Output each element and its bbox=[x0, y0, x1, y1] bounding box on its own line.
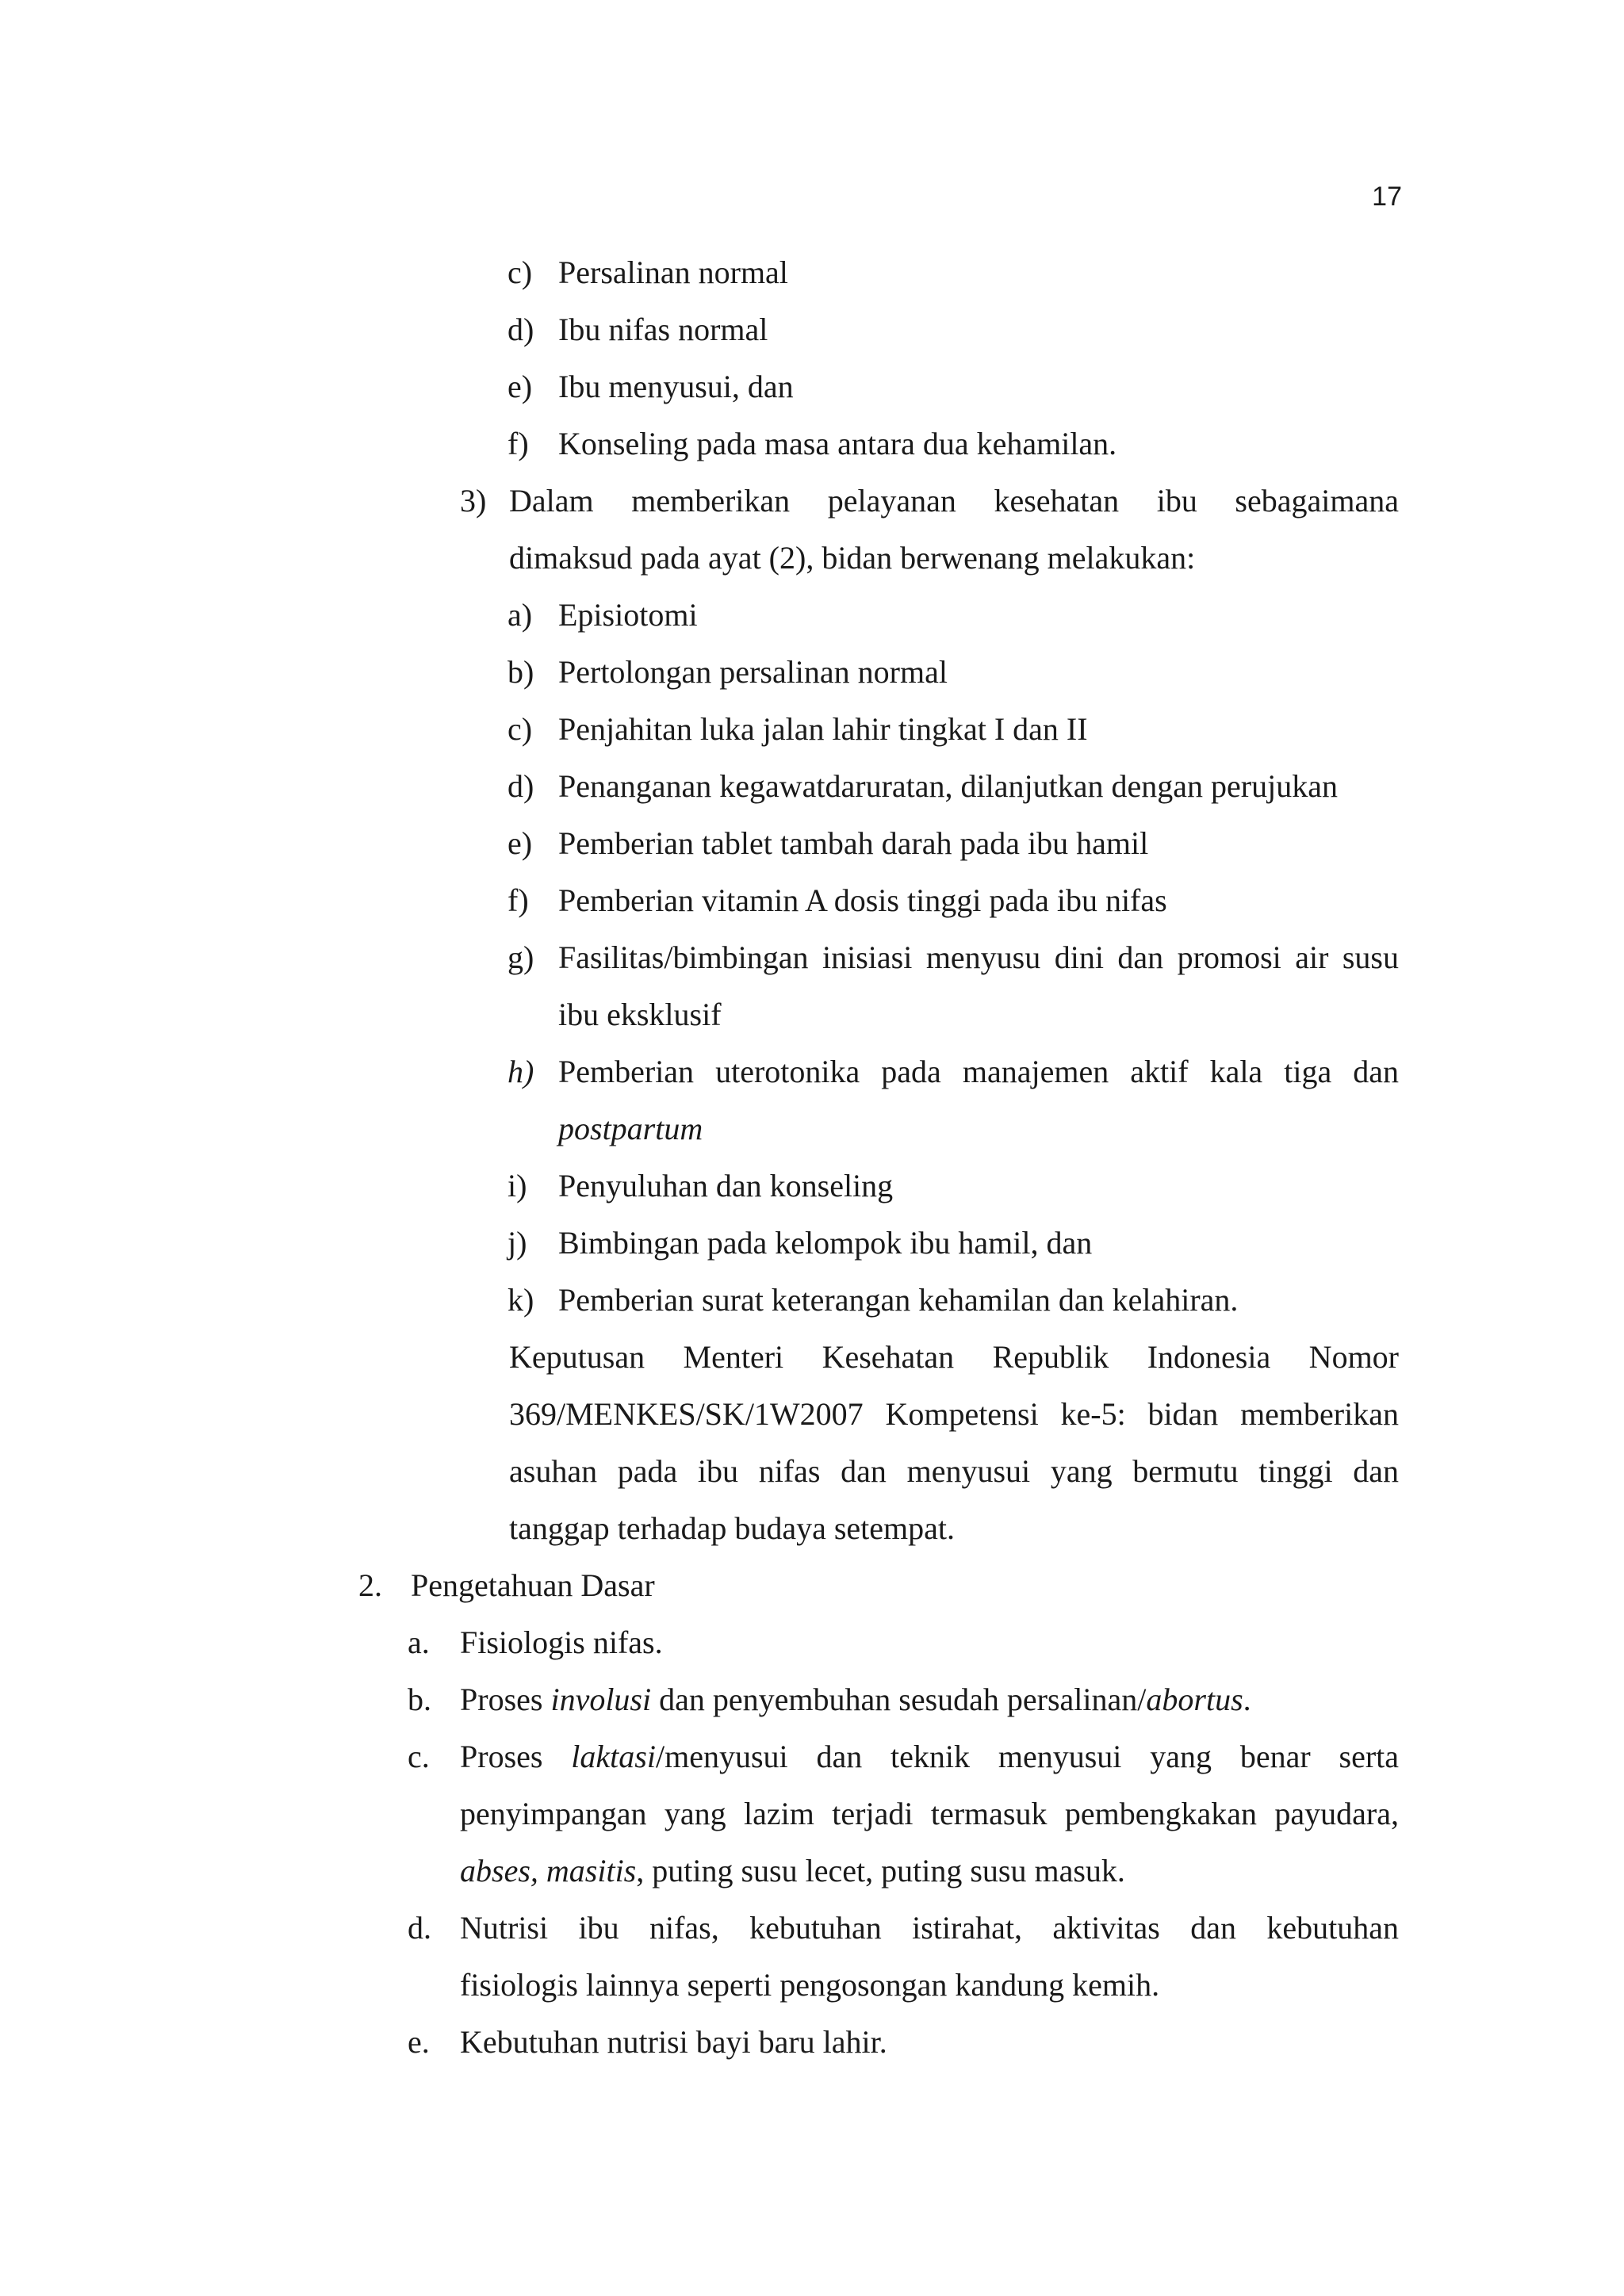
list-item bbox=[0, 758, 1624, 815]
text-run: . bbox=[1243, 1682, 1251, 1717]
text-run: /menyusui dan teknik menyusui yang benar serta bbox=[655, 1739, 1400, 1774]
paragraph-line: dimaksud pada ayat (2), bidan berwenang melakukan: bbox=[509, 540, 1196, 576]
document-body bbox=[0, 244, 1624, 2071]
list-marker: a. bbox=[408, 1624, 430, 1660]
list-marker: h) bbox=[508, 1054, 534, 1089]
list-marker: e) bbox=[508, 825, 533, 861]
list-item-text: Pemberian tablet tambah darah pada ibu hamil bbox=[558, 825, 1149, 861]
list-item bbox=[0, 1614, 1624, 1671]
italic-term: abses, masitis bbox=[460, 1853, 637, 1888]
list-marker: f) bbox=[508, 882, 529, 918]
list-item bbox=[0, 1215, 1624, 1272]
list-marker: d. bbox=[408, 1910, 431, 1946]
list-item bbox=[0, 929, 1624, 1043]
list-marker: d) bbox=[508, 312, 534, 347]
list-item-text bbox=[460, 1728, 1399, 1785]
list-marker: c) bbox=[508, 711, 533, 747]
list-item bbox=[0, 872, 1624, 929]
paragraph-line: Keputusan Menteri Kesehatan Republik Indonesia Nomor bbox=[509, 1339, 1399, 1375]
list-item-text: Ibu nifas normal bbox=[558, 312, 768, 347]
paragraph-line: 369/MENKES/SK/1W2007 Kompetensi ke-5: bidan memberikan bbox=[509, 1396, 1399, 1432]
list-marker: c) bbox=[508, 254, 533, 290]
list-marker: b) bbox=[508, 654, 534, 690]
list-item-text bbox=[460, 1671, 1399, 1728]
list-marker: i) bbox=[508, 1168, 527, 1203]
list-item bbox=[0, 415, 1624, 473]
list-item bbox=[0, 1900, 1624, 2014]
list-item-text: Penanganan kegawatdaruratan, dilanjutkan dengan perujukan bbox=[558, 768, 1338, 804]
text-run: , puting susu lecet, puting susu masuk. bbox=[636, 1853, 1125, 1888]
list-item bbox=[0, 358, 1624, 415]
italic-term: postpartum bbox=[558, 1111, 703, 1146]
italic-term: involusi bbox=[550, 1682, 652, 1717]
text-run: Proses bbox=[460, 1739, 572, 1774]
list-item-text: Pemberian surat keterangan kehamilan dan kelahiran. bbox=[558, 1282, 1239, 1318]
list-item bbox=[0, 1728, 1624, 1900]
list-marker: g) bbox=[508, 939, 534, 975]
page-number: 17 bbox=[1372, 182, 1402, 212]
list-item bbox=[0, 1671, 1624, 1728]
list-item-text: Episiotomi bbox=[558, 597, 698, 633]
text-run: Proses bbox=[460, 1682, 551, 1717]
list-item-text: Kebutuhan nutrisi bayi baru lahir. bbox=[460, 2024, 887, 2060]
list-item bbox=[0, 1272, 1624, 1329]
list-marker: 2. bbox=[358, 1567, 382, 1603]
list-marker: c. bbox=[408, 1739, 430, 1774]
italic-term: laktasi bbox=[571, 1739, 656, 1774]
list-item bbox=[0, 1158, 1624, 1215]
list-marker: b. bbox=[408, 1682, 431, 1717]
list-item bbox=[0, 815, 1624, 872]
list-item-text: Pemberian uterotonika pada manajemen aktif kala tiga dan bbox=[558, 1054, 1399, 1089]
list-item-text: Pemberian vitamin A dosis tinggi pada ibu nifas bbox=[558, 882, 1167, 918]
paragraph-line: asuhan pada ibu nifas dan menyusui yang bermutu tinggi dan bbox=[509, 1453, 1399, 1489]
list-marker: e) bbox=[508, 369, 533, 404]
paragraph-line: Dalam memberikan pelayanan kesehatan ibu sebagaimana bbox=[509, 483, 1399, 519]
list-item-text: Fisiologis nifas. bbox=[460, 1624, 663, 1660]
list-item-text: Penyuluhan dan konseling bbox=[558, 1168, 894, 1203]
list-item-text: Penjahitan luka jalan lahir tingkat I dan II bbox=[558, 711, 1088, 747]
list-item-text: Nutrisi ibu nifas, kebutuhan istirahat, aktivitas dan kebutuhan bbox=[460, 1910, 1399, 1946]
list-item-text: Ibu menyusui, dan bbox=[558, 369, 794, 404]
section-heading bbox=[0, 1557, 1624, 1614]
list-marker: f) bbox=[508, 426, 529, 461]
list-item-text: Konseling pada masa antara dua kehamilan. bbox=[558, 426, 1117, 461]
list-item bbox=[0, 244, 1624, 301]
list-marker: d) bbox=[508, 768, 534, 804]
list-marker: k) bbox=[508, 1282, 534, 1318]
list-item-text: Pertolongan persalinan normal bbox=[558, 654, 948, 690]
text-run: dan penyembuhan sesudah persalinan/ bbox=[651, 1682, 1147, 1717]
list-marker: e. bbox=[408, 2024, 430, 2060]
list-marker: j) bbox=[508, 1225, 527, 1261]
list-item-text bbox=[558, 1100, 1399, 1158]
list-item bbox=[0, 587, 1624, 644]
list-item bbox=[0, 1043, 1624, 1158]
list-marker: a) bbox=[508, 597, 533, 633]
list-item bbox=[0, 701, 1624, 758]
numbered-item-3 bbox=[0, 473, 1624, 587]
list-item-text: ibu eksklusif bbox=[558, 997, 722, 1032]
list-item-text: Persalinan normal bbox=[558, 254, 788, 290]
italic-term: abortus bbox=[1146, 1682, 1243, 1717]
keputusan-paragraph bbox=[0, 1329, 1624, 1557]
list-item-text: fisiologis lainnya seperti pengosongan kandung kemih. bbox=[460, 1967, 1160, 2003]
list-item-text bbox=[460, 1843, 1399, 1900]
list-marker: 3) bbox=[460, 483, 487, 519]
list-item-text: Fasilitas/bimbingan inisiasi menyusu dini dan promosi air susu bbox=[558, 939, 1399, 975]
list-item bbox=[0, 644, 1624, 701]
section-title: Pengetahuan Dasar bbox=[411, 1567, 655, 1603]
list-item bbox=[0, 301, 1624, 358]
paragraph-line: tanggap terhadap budaya setempat. bbox=[509, 1510, 955, 1546]
list-item-text: Bimbingan pada kelompok ibu hamil, dan bbox=[558, 1225, 1093, 1261]
list-item bbox=[0, 2014, 1624, 2071]
list-item-text: penyimpangan yang lazim terjadi termasuk pembengkakan payudara, bbox=[460, 1796, 1399, 1831]
